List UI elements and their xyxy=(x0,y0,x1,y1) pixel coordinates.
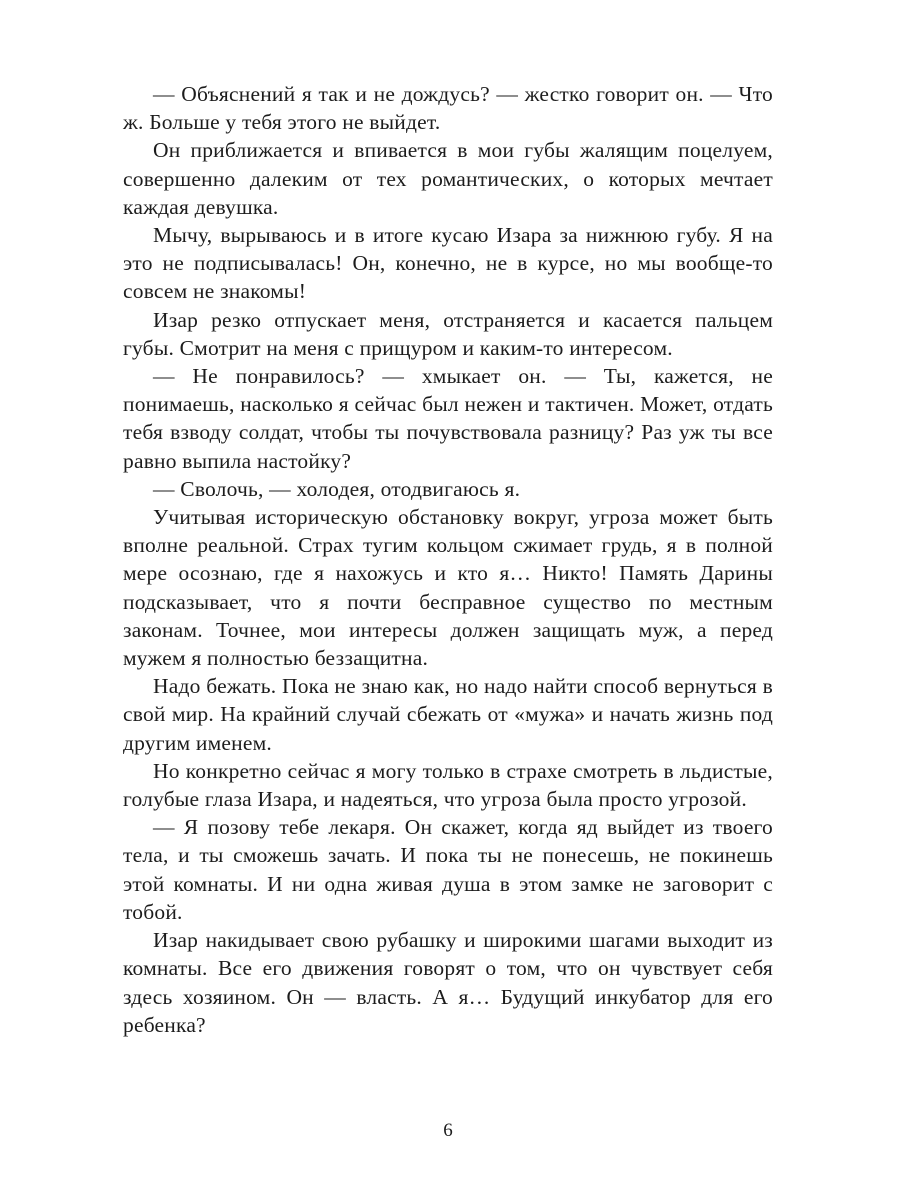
paragraph: — Объяснений я так и не дождусь? — жестко говорит он. — Что ж. Больше у тебя этого не выйдет. xyxy=(123,82,773,135)
paragraph: Изар накидывает свою рубашку и широкими шагами выходит из комнаты. Все его движения говорят о том, что он чувствует себя здесь хозяином. Он — власть. А я… Будущий инкубатор для его ребенка? xyxy=(123,928,773,1037)
paragraph: — Не понравилось? — хмыкает он. — Ты, кажется, не понимаешь, насколько я сейчас был нежен и тактичен. Может, отдать тебя взводу солдат, чтобы ты почувствовала разницу? Раз уж ты все равно выпила настойку? xyxy=(123,364,773,473)
text-block xyxy=(123,80,773,1039)
paragraph: Изар резко отпускает меня, отстраняется и касается пальцем губы. Смотрит на меня с прищуром и каким-то интересом. xyxy=(123,307,773,360)
paragraph: Надо бежать. Пока не знаю как, но надо найти способ вернуться в свой мир. На крайний случай сбежать от «мужа» и начать жизнь под другим именем. xyxy=(123,674,773,755)
page-number: 6 xyxy=(443,1120,453,1141)
paragraph: — Сволочь, — холодея, отодвигаюсь я. xyxy=(153,476,521,501)
paragraph: Он приближается и впивается в мои губы жалящим поцелуем, совершенно далеким от тех романтических, о которых мечтает каждая девушка. xyxy=(123,138,773,219)
paragraph: Но конкретно сейчас я могу только в страхе смотреть в льдистые, голубые глаза Изара, и надеяться, что угроза была просто угрозой. xyxy=(123,758,773,812)
paragraph: Учитывая историческую обстановку вокруг, угроза может быть вполне реальной. Страх тугим кольцом сжимает грудь, я в полной мере осознаю, где я нахожусь и кто я… Никто! Память Дарины подсказывает, что я почти бесправное существо по местным законам. Точнее, мои интересы должен защищать муж, а перед мужем я полностью беззащитна. xyxy=(123,505,773,671)
paragraph: — Я позову тебе лекаря. Он скажет, когда яд выйдет из твоего тела, и ты сможешь зачать. И пока ты не понесешь, не покинешь этой комнаты. И ни одна живая душа в этом замке не заговорит с тобой. xyxy=(123,815,773,924)
paragraph: Мычу, вырываюсь и в итоге кусаю Изара за нижнюю губу. Я на это не подписывалась! Он, конечно, не в курсе, но мы вообще-то совсем не знакомы! xyxy=(123,223,773,304)
